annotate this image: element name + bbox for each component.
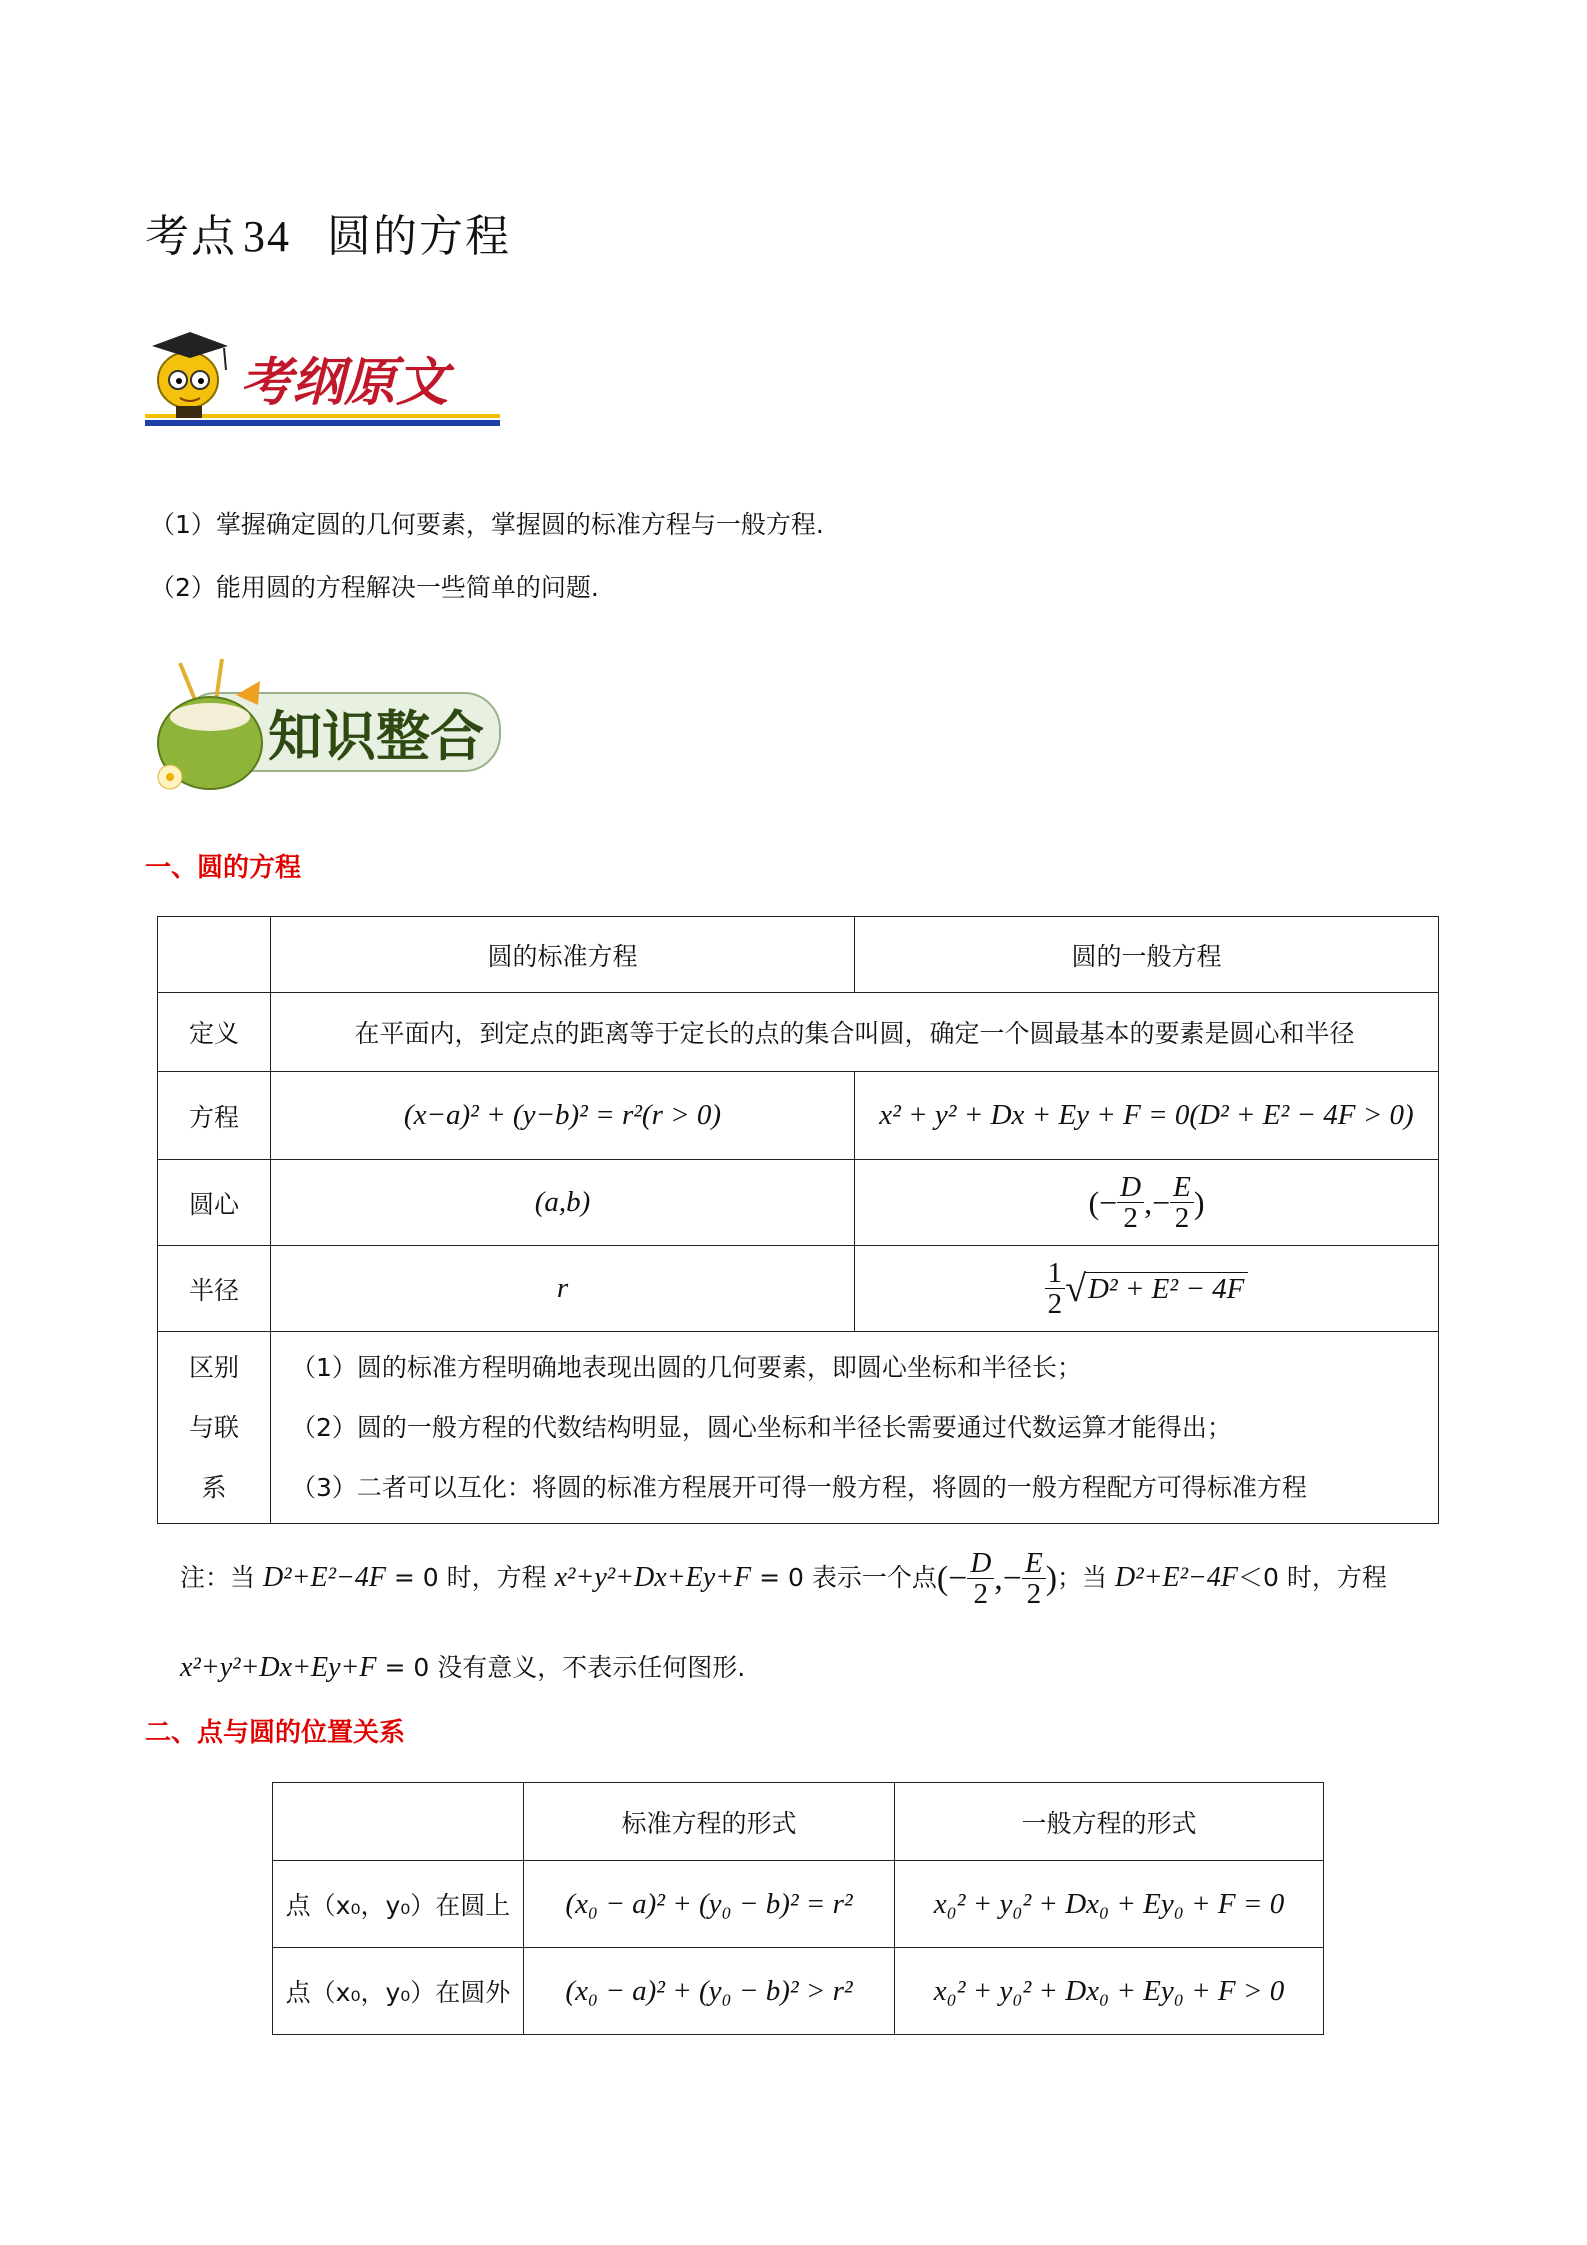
relation-item-3: （3）二者可以互化：将圆的标准方程展开可得一般方程，将圆的一般方程配方可得标准方程 (291, 1472, 1307, 1502)
circle-equation-table (157, 916, 1439, 1524)
radius-num: 1 (1045, 1258, 1066, 1289)
center-num-1: D (1117, 1172, 1144, 1203)
center-close: ) (1193, 1184, 1205, 1220)
point-position-table (272, 1782, 1324, 2035)
sqrt-icon: √ (1065, 1267, 1086, 1310)
row-label-equation: 方程 (158, 1072, 271, 1160)
outline-item-2: （2）能用圆的方程解决一些简单的问题. (150, 573, 599, 602)
header-cell-general: 圆的一般方程 (855, 917, 1439, 993)
title-prefix: 考点 (145, 211, 237, 262)
banner-underline (145, 420, 500, 426)
t2-header-general: 一般方程的形式 (895, 1783, 1324, 1861)
definition-text: 在平面内，到定点的距离等于定长的点的集合叫圆，确定一个圆最基本的要素是圆心和半径 (271, 993, 1439, 1072)
row-label-center: 圆心 (158, 1160, 271, 1246)
table2-header-row (273, 1783, 1324, 1861)
table-row-relation (158, 1332, 1439, 1524)
center-open: (− (1088, 1184, 1118, 1220)
t2-gen-out: x₀² + y₀² + Dx₀ + Ey₀ + F > 0 (895, 1948, 1324, 2035)
general-center (855, 1160, 1439, 1246)
t2-std-out: (x₀ − a)² + (y₀ − b)² > r² (524, 1948, 895, 2035)
standard-equation: (x−a)² + (y−b)² = r²(r > 0) (271, 1072, 855, 1160)
center-den-2: 2 (1174, 1202, 1190, 1234)
outline-banner (140, 318, 510, 438)
center-den-1: 2 (1123, 1202, 1138, 1234)
relation-item-2: （2）圆的一般方程的代数结构明显，圆心坐标和半径长需要通过代数运算才能得出； (291, 1412, 1232, 1442)
t2-header-standard: 标准方程的形式 (524, 1783, 895, 1861)
header-cell-empty (158, 917, 271, 993)
center-mid: ,− (1144, 1184, 1171, 1220)
title-number: 34 (243, 212, 291, 261)
radius-den: 2 (1047, 1288, 1063, 1320)
t2-label-on: 点（x₀，y₀）在圆上 (273, 1861, 524, 1948)
general-equation: x² + y² + Dx + Ey + F = 0(D² + E² − 4F > 0) (855, 1072, 1439, 1160)
knowledge-banner (140, 655, 510, 795)
t2-label-out: 点（x₀，y₀）在圆外 (273, 1948, 524, 2035)
table-row (273, 1948, 1324, 2035)
table-row (273, 1861, 1324, 1948)
center-num-2: E (1170, 1172, 1194, 1203)
header-cell-standard: 圆的标准方程 (271, 917, 855, 993)
page-title (145, 200, 511, 264)
coconut-icon (158, 659, 262, 789)
table-row-center (158, 1160, 1439, 1246)
title-text: 圆的方程 (327, 211, 511, 262)
t2-header-empty (273, 1783, 524, 1861)
relation-cell (271, 1332, 1439, 1524)
note-line-2: x²+y²+Dx+Ey+F = 0 没有意义，不表示任何图形. (180, 1652, 746, 1683)
general-radius (855, 1246, 1439, 1332)
radius-radicand: D² + E² − 4F (1084, 1272, 1248, 1306)
note-point-open: (− (936, 1559, 968, 1597)
note-line-1: 注：当 D²+E²−4F = 0 时，方程 x²+y²+Dx+Ey+F = 0 表示一个点(− $\frac{D}{2}$ ,− $\frac{E}{2}$ )；当 D²+E²−4F＜0 时，方程 (180, 1547, 1387, 1611)
standard-center: (a,b) (271, 1160, 855, 1246)
row-label-relation: 区别与联系 (158, 1332, 271, 1524)
banner-text: 考纲原文 (240, 353, 449, 413)
table-row-radius (158, 1246, 1439, 1332)
table-header-row (158, 917, 1439, 993)
t2-gen-on: x₀² + y₀² + Dx₀ + Ey₀ + F = 0 (895, 1861, 1324, 1948)
row-label-radius: 半径 (158, 1246, 271, 1332)
banner-text: 知识整合 (268, 705, 484, 768)
outline-item-1: （1）掌握确定圆的几何要素，掌握圆的标准方程与一般方程. (150, 510, 824, 539)
relation-item-1: （1）圆的标准方程明确地表现出圆的几何要素，即圆心坐标和半径长； (291, 1352, 1082, 1382)
section-heading-1: 一、圆的方程 (145, 853, 302, 883)
t2-std-on: (x₀ − a)² + (y₀ − b)² = r² (524, 1861, 895, 1948)
mascot-icon (152, 332, 228, 418)
row-label-definition: 定义 (158, 993, 271, 1072)
table-row-definition (158, 993, 1439, 1072)
section-heading-2: 二、点与圆的位置关系 (145, 1718, 406, 1748)
table-row-equation (158, 1072, 1439, 1160)
standard-radius: r (271, 1246, 855, 1332)
